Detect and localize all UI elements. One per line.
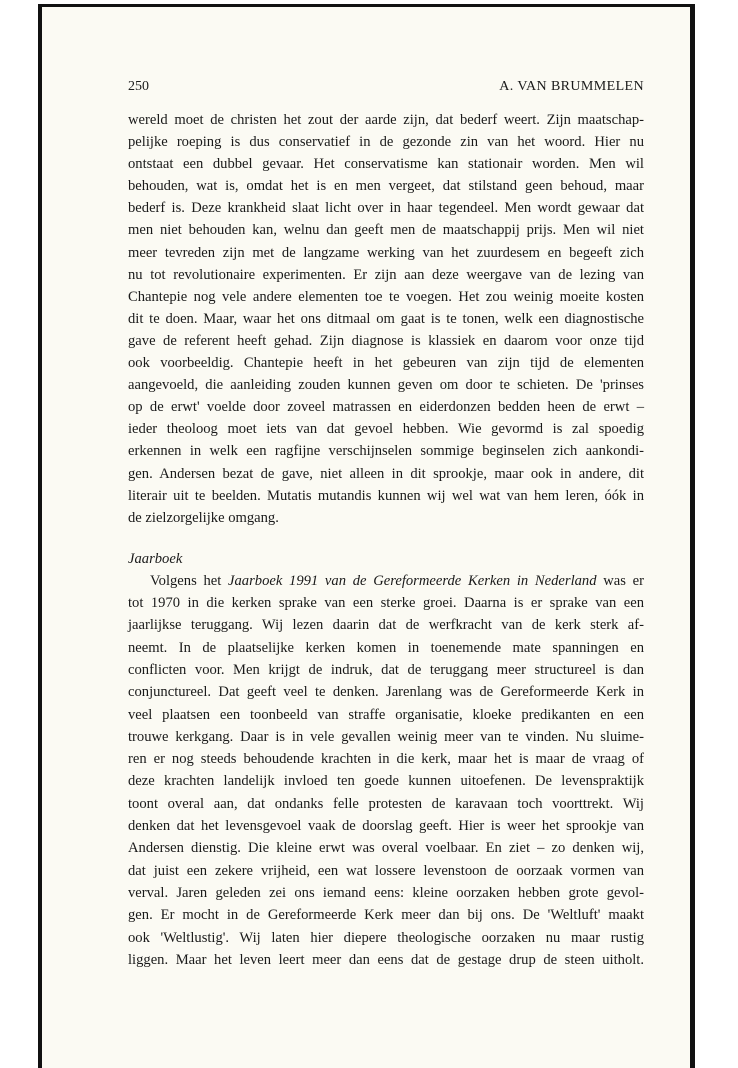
text-area [128, 77, 644, 971]
text-line: conjunctureel. Dat geeft veel te denken. Jarenlang was de Gereformeerde Kerk in [128, 684, 644, 701]
text-line: behouden, wat is, omdat het is en men vergeet, dat stilstand geen behoud, maar [128, 178, 644, 195]
running-head [128, 77, 644, 97]
text-line: op de erwt' voelde door zoveel matrassen en eiderdonzen bedden heen de erwt – [128, 399, 644, 416]
paragraph-1 [128, 109, 644, 529]
text-line: literair uit te beelden. Mutatis mutandis kunnen wij wel wat van hem leren, óók in [128, 487, 644, 504]
text-line: aangevoeld, die aanleiding zouden kunnen geven om door te schieten. De 'prinses [128, 377, 644, 394]
text-line: pelijke roeping is dus conservatief in de gezonde zin van het woord. Hier nu [128, 134, 644, 151]
book-title: Jaarboek 1991 van de Gereformeerde Kerken in Nederland [228, 572, 597, 589]
text-line: toont overal aan, dat ondanks felle protesten de karavaan toch voorttrekt. Wij [128, 795, 644, 812]
text-line: erkennen in welk een ragfijne verschijnselen sommige beginselen zich aankondi- [128, 443, 644, 460]
text-line: gen. Andersen bezat de gave, niet alleen in dit sprookje, maar ook in andere, dit [128, 465, 644, 482]
text-line: dat juist een zekere vrijheid, een wat lossere levenstoon de oorzaak vormen van [128, 862, 644, 879]
text-line: verval. Jaren geleden zei ons iemand eens: kleine oorzaken hebben grote gevol- [128, 884, 644, 901]
text-line: Andersen dienstig. Die kleine erwt was overal voelbaar. En ziet – zo denken wij, [128, 840, 644, 857]
text-line: ieder theoloog moet iets van dat gevoel hebben. Wie gevormd is zal spoedig [128, 421, 644, 438]
line-lead: Volgens het [150, 572, 229, 589]
line-tail: was er [596, 572, 644, 589]
text-line: wereld moet de christen het zout der aarde zijn, dat bederf weert. Zijn maatschap- [128, 112, 644, 128]
text-line: ren er nog steeds behoudende krachten in die kerk, maar het is maar de vraag of [128, 751, 644, 768]
text-line: tot 1970 in die kerken sprake van een sterke groei. Daarna is er sprake van een [128, 595, 644, 612]
text-line: meer tevreden zijn met de langzame werking van het zuurdesem en begeeft zich [128, 244, 644, 261]
text-line: Chantepie nog vele andere elementen toe te voegen. Het zou weinig moeite kosten [128, 288, 644, 305]
text-line: deze krachten landelijk invloed ten goede kunnen uitoefenen. De levenspraktijk [128, 773, 644, 790]
text-line-first [128, 570, 644, 592]
text-line: conflicten voor. Men krijgt de indruk, dat de teruggang meer structureel is dan [128, 661, 644, 678]
text-line: neemt. In de plaatselijke kerken komen in toenemende mate spanningen en [128, 639, 644, 656]
text-line: dit te doen. Maar, waar het ons ditmaal om gaat is te tonen, welk een diagnostische [128, 310, 644, 327]
text-line: ontstaat een dubbel gevaar. Het conservatisme kan stationair worden. Men wil [128, 156, 644, 173]
text-line: denken dat het levensgevoel vaak de doorslag geeft. Hier is weer het sprookje van [128, 818, 644, 835]
text-line: gen. Er mocht in de Gereformeerde Kerk meer dan bij ons. De 'Weltluft' maakt [128, 907, 644, 924]
running-title: A. VAN BRUMMELEN [499, 79, 644, 94]
text-line: bederf is. Deze krankheid slaat licht over in haar tegendeel. Men wordt gewaar dat [128, 200, 644, 217]
text-line: jaarlijkse teruggang. Wij lezen daarin dat de werfkracht van de kerk sterk af- [128, 617, 644, 634]
paragraph-2 [128, 570, 644, 971]
text-line: nu tot revolutionaire experimenten. Er zijn aan deze weergave van de lezing van [128, 266, 644, 283]
text-line: men niet behouden kan, welnu dan geeft men de maatschappij prijs. Men wil niet [128, 222, 644, 239]
text-line: ook voorbeeldig. Chantepie heeft in het gebeuren van zijn tijd de elementen [128, 355, 644, 372]
text-line: de zielzorgelijke omgang. [128, 509, 279, 526]
section-heading: Jaarboek [128, 550, 183, 567]
text-line: veel plaatsen een toonbeeld van straffe organisatie, kloeke predikanten en een [128, 706, 644, 723]
text-line: trouwe kerkgang. Daar is in vele gevallen weinig meer van te vinden. Nu sluime- [128, 728, 644, 745]
page-number: 250 [128, 79, 149, 94]
text-line: ook 'Weltlustig'. Wij laten hier diepere theologische oorzaken nu maar rustig [128, 929, 644, 946]
book-page [38, 4, 695, 1068]
text-line: liggen. Maar het leven leert meer dan eens dat de gestage drup de steen uitholt. [128, 951, 644, 968]
text-line: gave de referent heeft gehad. Zijn diagnose is klassiek en daarom voor onze tijd [128, 332, 644, 349]
